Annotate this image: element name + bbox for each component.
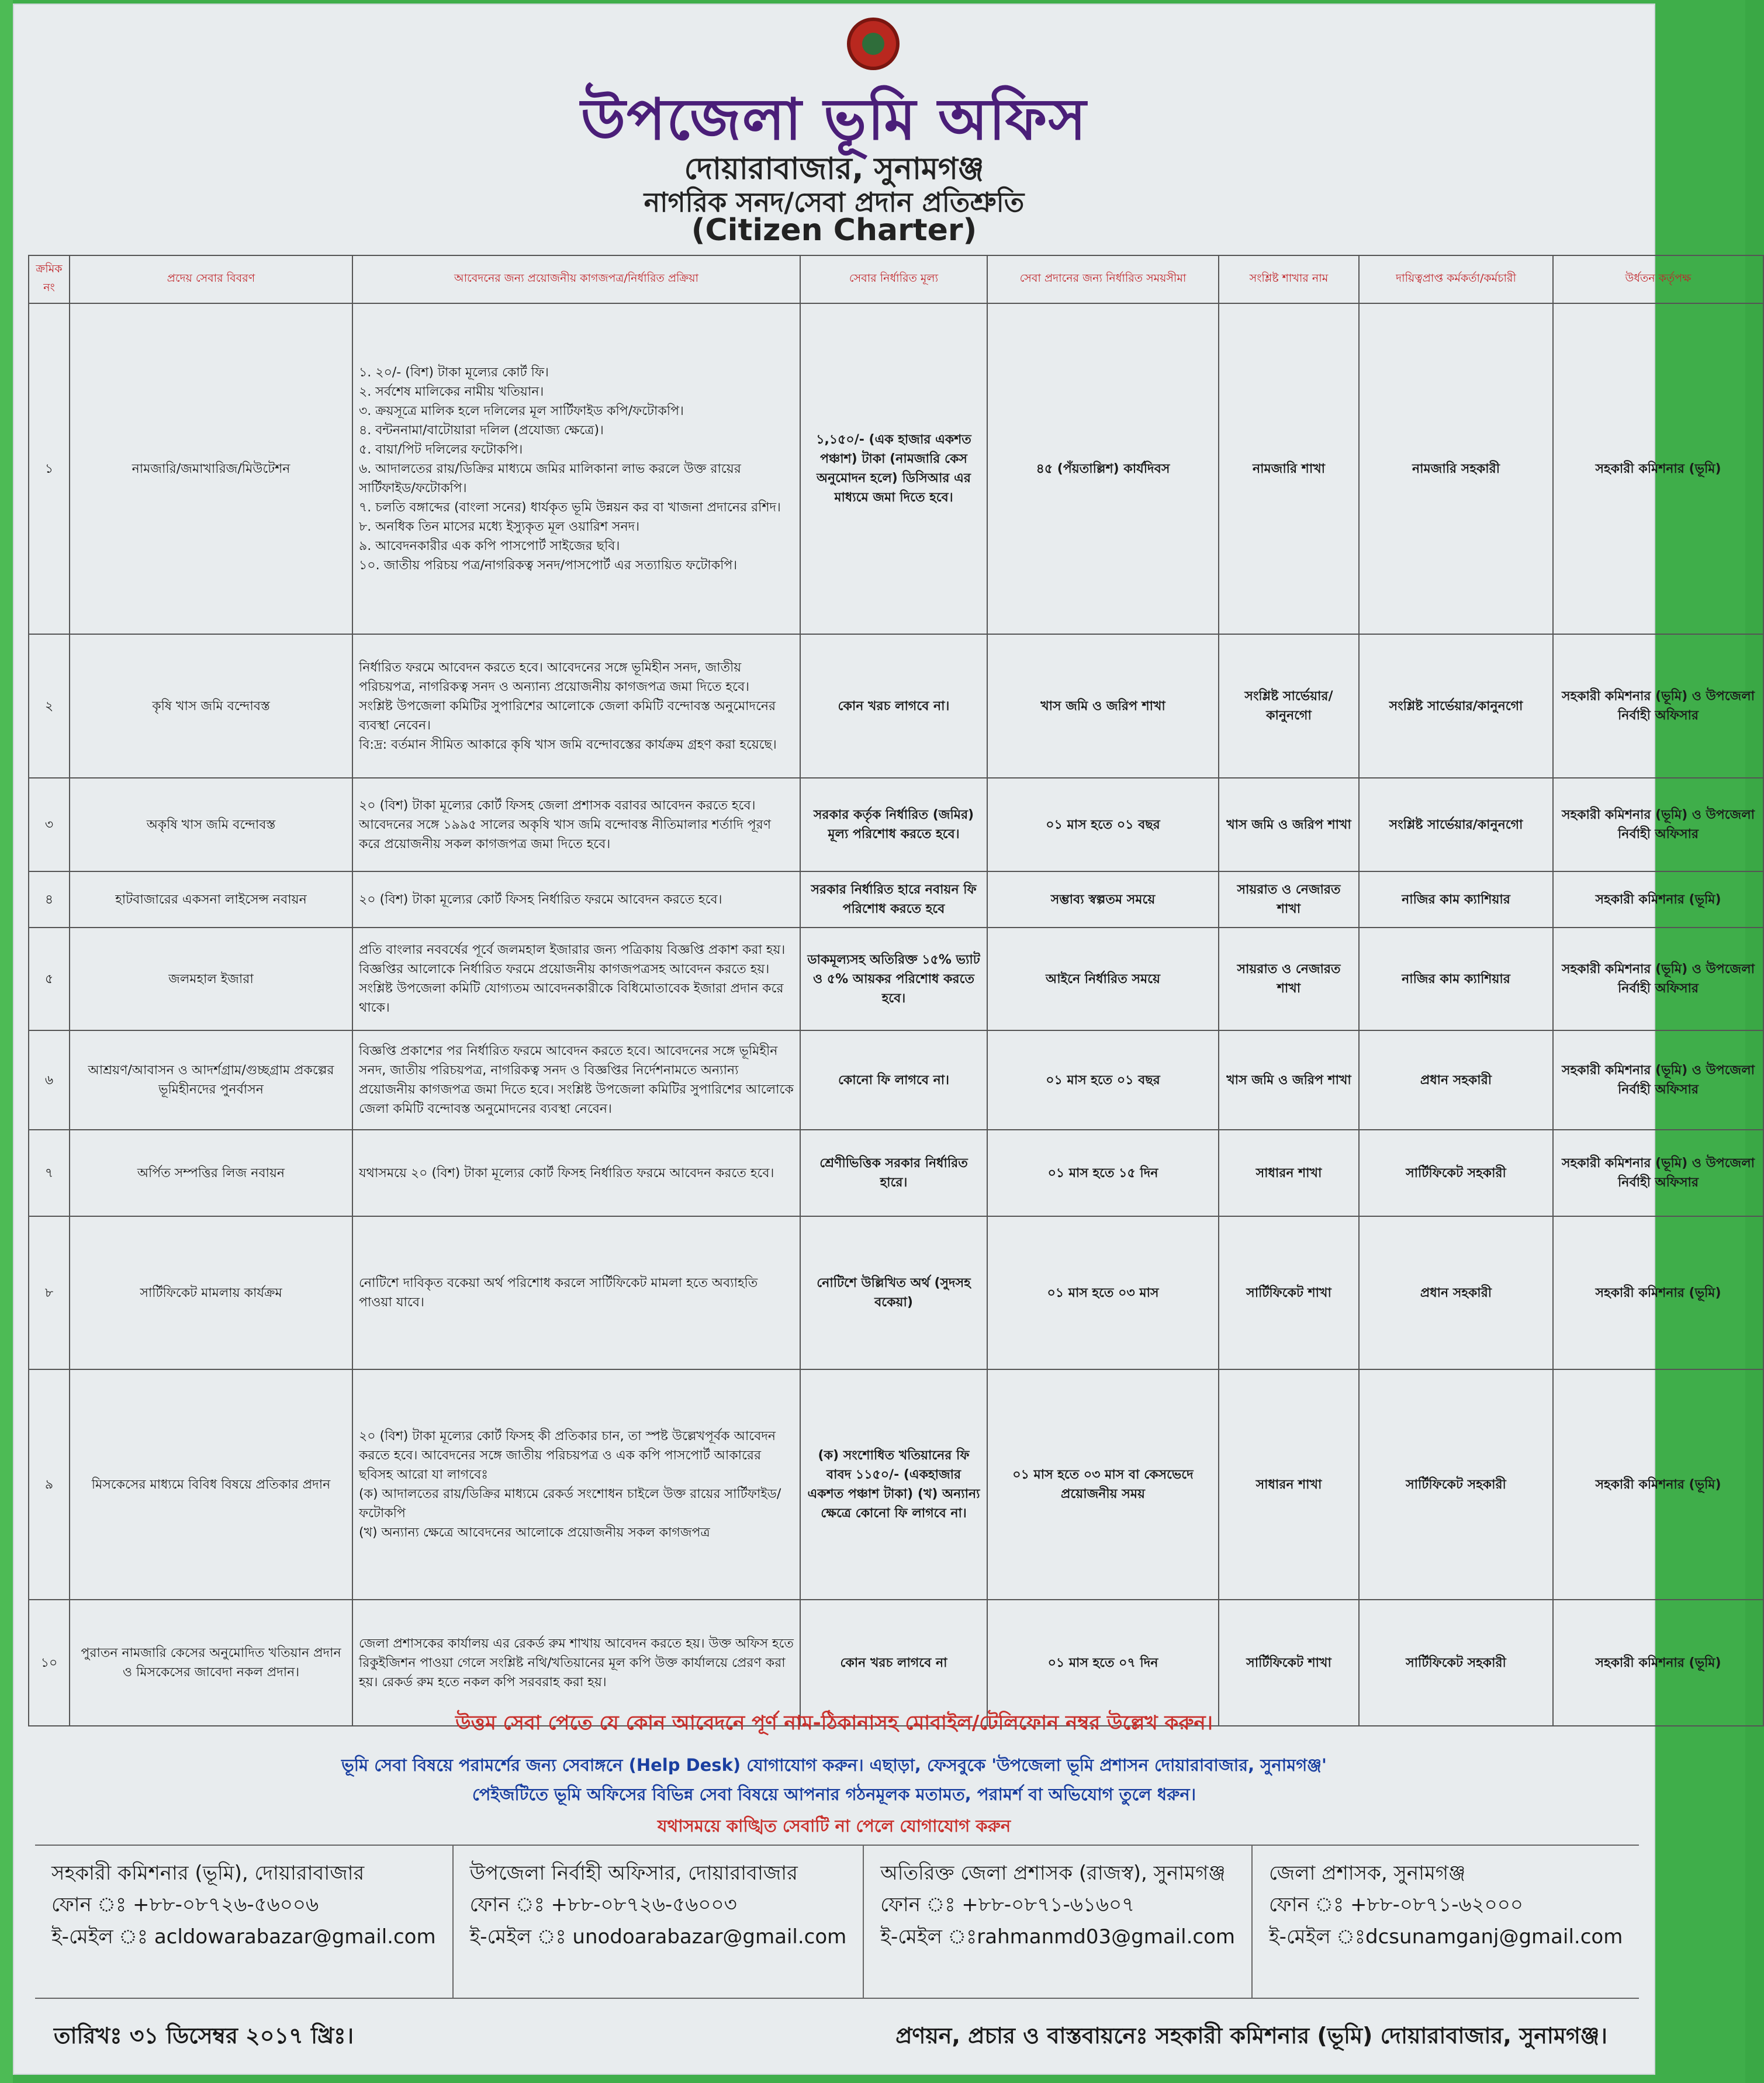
branch-name: সাধারন শাখা xyxy=(1219,1369,1359,1600)
service-fee: ডাকমূল্যসহ অতিরিক্ত ১৫% ভ্যাট ও ৫% আয়কর পরিশোধ করতে হবে। xyxy=(800,928,987,1030)
column-header: সেবার নির্ধারিত মূল্য xyxy=(800,255,987,303)
service-time: আইনে নির্ধারিত সময়ে xyxy=(987,928,1219,1030)
service-time: খাস জমি ও জরিপ শাখা xyxy=(987,634,1219,778)
column-header: উর্ধতন কর্তৃপক্ষ xyxy=(1553,255,1763,303)
serial-number: ১ xyxy=(29,303,70,634)
responsible-officer: সার্টিফিকেট সহকারী xyxy=(1359,1369,1553,1600)
service-name: জলমহাল ইজারা xyxy=(70,928,352,1030)
procedure-line: ৬. আদালতের রায়/ডিক্রির মাধ্যমে জমির মালিকানা লাভ করলে উক্ত রায়ের সার্টিফাইড/ফটোকপি। xyxy=(359,461,741,496)
superior-authority: সহকারী কমিশনার (ভূমি) ও উপজেলা নির্বাহী অফিসার xyxy=(1553,1130,1763,1216)
procedure-line: সংশ্লিষ্ট উপজেলা কমিটি যোগ্যতম আবেদনকারীকে বিধিমোতাবেক ইজারা প্রদান করে থাকে। xyxy=(359,981,784,1015)
column-header: প্রদেয় সেবার বিবরণ xyxy=(70,255,352,303)
procedure-line: ৭. চলতি বঙ্গাব্দের (বাংলা সনের) ধার্যকৃত ভূমি উন্নয়ন কর বা খাজনা প্রদানের রশিদ। xyxy=(359,500,781,515)
contact-name: উপজেলা নির্বাহী অফিসার, দোয়ারাবাজার xyxy=(469,1861,798,1885)
service-name: মিসকেসের মাধ্যমে বিবিধ বিষয়ে প্রতিকার প্রদান xyxy=(70,1369,352,1600)
column-header: সেবা প্রদানের জন্য নির্ধারিত সময়সীমা xyxy=(987,255,1219,303)
procedure-line: সংশ্লিষ্ট উপজেলা কমিটির সুপারিশের আলোকে জেলা কমিটি বন্দোবস্ত অনুমোদনের ব্যবস্থা নেবেন। xyxy=(359,698,776,733)
contact-phone: ফোন ঃ +৮৮-০৮৭১-৬২০০০ xyxy=(1269,1893,1524,1917)
contact-email: ই-মেইল ঃ acldowarabazar@gmail.com xyxy=(51,1925,436,1949)
service-name: কৃষি খাস জমি বন্দোবস্ত xyxy=(70,634,352,778)
service-time: ০১ মাস হতে ০৩ মাস বা কেসভেদে প্রয়োজনীয় সময় xyxy=(987,1369,1219,1600)
procedure-cell xyxy=(352,871,800,928)
responsible-officer: প্রধান সহকারী xyxy=(1359,1030,1553,1130)
service-fee: সরকার কর্তৃক নির্ধারিত (জমির) মূল্য পরিশোধ করতে হবে। xyxy=(800,778,987,871)
responsible-officer: সার্টিফিকেট সহকারী xyxy=(1359,1600,1553,1726)
service-fee: (ক) সংশোধিত খতিয়ানের ফি বাবদ ১১৫০/- (একহাজার একশত পঞ্চাশ টাকা) (খ) অন্যান্য ক্ষেত্রে কোনো ফি লাগবে না। xyxy=(800,1369,987,1600)
responsible-officer: সংশ্লিষ্ট সার্ভেয়ার/কানুনগো xyxy=(1359,778,1553,871)
branch-name: সংশ্লিষ্ট সার্ভেয়ার/ কানুনগো xyxy=(1219,634,1359,778)
procedure-cell xyxy=(352,1030,800,1130)
table-row xyxy=(29,928,1763,1030)
procedure-cell xyxy=(352,303,800,634)
superior-authority: সহকারী কমিশনার (ভূমি) xyxy=(1553,1369,1763,1600)
serial-number: ৫ xyxy=(29,928,70,1030)
notice-line-1: উত্তম সেবা পেতে যে কোন আবেদনে পূর্ণ নাম-ঠিকানাসহ মোবাইল/টেলিফোন নম্বর উল্লেখ করুন। xyxy=(455,1711,1213,1735)
responsible-officer: নাজির কাম ক্যাশিয়ার xyxy=(1359,871,1553,928)
notice-line-3: পেইজটিতে ভূমি অফিসের বিভিন্ন সেবা বিষয়ে আপনার গঠনমূলক মতামত, পরামর্শ বা অভিযোগ তুলে ধরুন। xyxy=(472,1784,1196,1804)
table-row xyxy=(29,303,1763,634)
branch-name: খাস জমি ও জরিপ শাখা xyxy=(1219,778,1359,871)
service-time: ০১ মাস হতে ০৭ দিন xyxy=(987,1600,1219,1726)
contact-card xyxy=(454,1846,864,1998)
procedure-line: (খ) অন্যান্য ক্ষেত্রে আবেদনের আলোকে প্রয়োজনীয় সকল কাগজপত্র xyxy=(359,1525,710,1540)
service-time: ০১ মাস হতে ০১ বছর xyxy=(987,1030,1219,1130)
service-fee: ১,১৫০/- (এক হাজার একশত পঞ্চাশ) টাকা (নামজারি কেস অনুমোদন হলে) ডিসিআর এর মাধ্যমে জমা দিতে হবে। xyxy=(800,303,987,634)
service-name: অকৃষি খাস জমি বন্দোবস্ত xyxy=(70,778,352,871)
contact-name: জেলা প্রশাসক, সুনামগঞ্জ xyxy=(1269,1861,1466,1885)
serial-number: ৯ xyxy=(29,1369,70,1600)
procedure-cell xyxy=(352,778,800,871)
column-header: দায়িত্বপ্রাপ্ত কর্মকর্তা/কর্মচারী xyxy=(1359,255,1553,303)
citizen-charter-board xyxy=(13,4,1755,2075)
serial-number: ৬ xyxy=(29,1030,70,1130)
contact-name: অতিরিক্ত জেলা প্রশাসক (রাজস্ব), সুনামগঞ্জ xyxy=(880,1861,1226,1885)
contact-card xyxy=(1253,1846,1639,1998)
procedure-line: ৫. বায়া/পিট দলিলের ফটোকপি। xyxy=(359,442,523,457)
branch-name: সায়রাত ও নেজারত শাখা xyxy=(1219,928,1359,1030)
charter-subtitle: নাগরিক সনদ/সেবা প্রদান প্রতিশ্রুতি xyxy=(644,186,1025,218)
issue-date: তারিখঃ ৩১ ডিসেম্বর ২০১৭ খ্রিঃ। xyxy=(54,2023,354,2049)
contact-card xyxy=(35,1846,454,1998)
table-row xyxy=(29,1600,1763,1726)
contact-email: ই-মেইল ঃrahmanmd03@gmail.com xyxy=(880,1925,1235,1949)
superior-authority: সহকারী কমিশনার (ভূমি) ও উপজেলা নির্বাহী অফিসার xyxy=(1553,634,1763,778)
branch-name: নামজারি শাখা xyxy=(1219,303,1359,634)
procedure-cell xyxy=(352,634,800,778)
table-row xyxy=(29,778,1763,871)
superior-authority: সহকারী কমিশনার (ভূমি) xyxy=(1553,303,1763,634)
service-name: আশ্রয়ণ/আবাসন ও আদর্শগ্রাম/গুচ্ছগ্রাম প্রকল্পের ভূমিহীনদের পুনর্বাসন xyxy=(70,1030,352,1130)
procedure-line: ২. সর্বশেষ মালিকের নামীয় খতিয়ান। xyxy=(359,384,544,399)
service-time: ০১ মাস হতে ১৫ দিন xyxy=(987,1130,1219,1216)
procedure-cell xyxy=(352,1130,800,1216)
branch-name: খাস জমি ও জরিপ শাখা xyxy=(1219,1030,1359,1130)
superior-authority: সহকারী কমিশনার (ভূমি) xyxy=(1553,1600,1763,1726)
serial-number: ৭ xyxy=(29,1130,70,1216)
procedure-line: প্রতি বাংলার নববর্ষের পূর্বে জলমহাল ইজারার জন্য পত্রিকায় বিজ্ঞপ্তি প্রকাশ করা হয়। xyxy=(359,943,786,957)
contact-section xyxy=(35,1845,1639,1999)
service-fee: নোটিশে উল্লিখিত অর্থ (সুদসহ বকেয়া) xyxy=(800,1216,987,1369)
responsible-officer: প্রধান সহকারী xyxy=(1359,1216,1553,1369)
table-body xyxy=(29,303,1763,1726)
contact-phone: ফোন ঃ +৮৮-০৮৭১-৬১৬০৭ xyxy=(880,1893,1135,1917)
office-location: দোয়ারাবাজার, সুনামগঞ্জ xyxy=(684,151,984,186)
notice-line-2: ভূমি সেবা বিষয়ে পরামর্শের জন্য সেবাঙ্গনে (Help Desk) যোগাযোগ করুন। এছাড়া, ফেসবুকে 'উপজেলা ভূমি প্রশাসন দোয়ারাবাজার, সুনামগঞ্জ' xyxy=(341,1755,1327,1775)
page-title: উপজেলা ভূমি অফিস xyxy=(580,86,1088,153)
procedure-line: ৪. বন্টননামা/বাটোয়ারা দলিল (প্রযোজ্য ক্ষেত্রে)। xyxy=(359,423,604,438)
service-name: অর্পিত সম্পত্তির লিজ নবায়ন xyxy=(70,1130,352,1216)
contact-name: সহকারী কমিশনার (ভূমি), দোয়ারাবাজার xyxy=(51,1861,365,1885)
service-name: হাটবাজারের একসনা লাইসেন্স নবায়ন xyxy=(70,871,352,928)
serial-number: ৪ xyxy=(29,871,70,928)
superior-authority: সহকারী কমিশনার (ভূমি) xyxy=(1553,1216,1763,1369)
column-header: ক্রমিক নং xyxy=(29,255,70,303)
service-time: সম্ভাব্য স্বল্পতম সময়ে xyxy=(987,871,1219,928)
notice-line-4: যথাসময়ে কাঙ্খিত সেবাটি না পেলে যোগাযোগ করুন xyxy=(657,1816,1011,1836)
responsible-officer: নাজির কাম ক্যাশিয়ার xyxy=(1359,928,1553,1030)
service-name: নামজারি/জমাখারিজ/মিউটেশন xyxy=(70,303,352,634)
serial-number: ২ xyxy=(29,634,70,778)
procedure-line: বিজ্ঞপ্তি প্রকাশের পর নির্ধারিত ফরমে আবেদন করতে হবে। আবেদনের সঙ্গে ভূমিহীন সনদ, জাতীয় পরিচয়পত্র, নাগরিকত্ব সনদ ও বিজ্ঞপ্তির নির্দেশনামতে অন্যান্য প্রয়োজনীয় কাগজপত্র জমা দিতে হবে। সংশ্লিষ্ট উপজেলা কমিটির সুপারিশের আলোকে জেলা কমিটি বন্দোবস্ত অনুমোদনের ব্যবস্থা নেবেন। xyxy=(359,1044,794,1116)
contact-card xyxy=(864,1846,1253,1998)
responsible-officer: নামজারি সহকারী xyxy=(1359,303,1553,634)
procedure-line: ৯. আবেদনকারীর এক কপি পাসপোর্ট সাইজের ছবি। xyxy=(359,538,620,553)
branch-name: সায়রাত ও নেজারত শাখা xyxy=(1219,871,1359,928)
table-row xyxy=(29,634,1763,778)
branch-name: সার্টিফিকেট শাখা xyxy=(1219,1600,1359,1726)
service-table xyxy=(28,255,1764,1726)
superior-authority: সহকারী কমিশনার (ভূমি) ও উপজেলা নির্বাহী অফিসার xyxy=(1553,1030,1763,1130)
table-row xyxy=(29,1216,1763,1369)
serial-number: ৩ xyxy=(29,778,70,871)
procedure-line: ২০ (বিশ) টাকা মূল্যের কোর্ট ফিসহ কী প্রতিকার চান, তা স্পষ্ট উল্লেখপূর্বক আবেদন করতে হবে। আবেদনের সঙ্গে জাতীয় পরিচয়পত্র ও এক কপি পাসপোর্ট আকারের ছবিসহ আরো যা লাগবেঃ xyxy=(359,1429,776,1482)
procedure-line: ১. ২০/- (বিশ) টাকা মূল্যের কোর্ট ফি। xyxy=(359,365,549,380)
procedure-line: নির্ধারিত ফরমে আবেদন করতে হবে। আবেদনের সঙ্গে ভূমিহীন সনদ, জাতীয় পরিচয়পত্র, নাগরিকত্ব সনদ ও অন্যান্য প্রয়োজনীয় কাগজপত্র জমা দিতে হবে। xyxy=(359,660,750,694)
procedure-line: ২০ (বিশ) টাকা মূল্যের কোর্ট ফিসহ নির্ধারিত ফরমে আবেদন করতে হবে। xyxy=(359,892,722,907)
column-header: সংশ্লিষ্ট শাখার নাম xyxy=(1219,255,1359,303)
procedure-line: বি:দ্র: বর্তমান সীমিত আকারে কৃষি খাস জমি বন্দোবস্তের কার্যক্রম গ্রহণ করা হয়েছে। xyxy=(359,737,777,752)
serial-number: ৮ xyxy=(29,1216,70,1369)
table-header-row xyxy=(29,255,1763,303)
serial-number: ১০ xyxy=(29,1600,70,1726)
procedure-cell xyxy=(352,928,800,1030)
procedure-line: ৮. অনধিক তিন মাসের মধ্যে ইস্যুকৃত মূল ওয়ারিশ সনদ। xyxy=(359,519,640,534)
service-fee: কোনো ফি লাগবে না। xyxy=(800,1030,987,1130)
service-fee: শ্রেণীভিত্তিক সরকার নির্ধারিত হারে। xyxy=(800,1130,987,1216)
responsible-officer: সংশ্লিষ্ট সার্ভেয়ার/কানুনগো xyxy=(1359,634,1553,778)
procedure-cell xyxy=(352,1600,800,1726)
service-name: সার্টিফিকেট মামলায় কার্যক্রম xyxy=(70,1216,352,1369)
service-fee: সরকার নির্ধারিত হারে নবায়ন ফি পরিশোধ করতে হবে xyxy=(800,871,987,928)
contact-phone: ফোন ঃ +৮৮-০৮৭২৬-৫৬০০৩ xyxy=(469,1893,737,1917)
column-header: আবেদনের জন্য প্রয়োজনীয় কাগজপত্র/নির্ধারিত প্রক্রিয়া xyxy=(352,255,800,303)
procedure-line: নোটিশে দাবিকৃত বকেয়া অর্থ পরিশোধ করলে সার্টিফিকেট মামলা হতে অব্যাহতি পাওয়া যাবে। xyxy=(359,1276,758,1310)
green-frame-left xyxy=(0,0,13,2083)
procedure-line: যথাসময়ে ২০ (বিশ) টাকা মূল্যের কোর্ট ফিসহ নির্ধারিত ফরমে আবেদন করতে হবে। xyxy=(359,1165,774,1181)
service-fee: কোন খরচ লাগবে না xyxy=(800,1600,987,1726)
procedure-line: বিজ্ঞপ্তির আলোকে নির্ধারিত ফরমে প্রয়োজনীয় কাগজপত্রসহ আবেদন করতে হয়। xyxy=(359,962,770,977)
charter-subtitle-english: (Citizen Charter) xyxy=(691,213,977,248)
superior-authority: সহকারী কমিশনার (ভূমি) ও উপজেলা নির্বাহী অফিসার xyxy=(1553,778,1763,871)
service-time: ০১ মাস হতে ০৩ মাস xyxy=(987,1216,1219,1369)
service-fee: কোন খরচ লাগবে না। xyxy=(800,634,987,778)
table-row xyxy=(29,1130,1763,1216)
service-time: ৪৫ (পঁয়তাল্লিশ) কার্যদিবস xyxy=(987,303,1219,634)
credit-line: প্রণয়ন, প্রচার ও বাস্তবায়নেঃ সহকারী কমিশনার (ভূমি) দোয়ারাবাজার, সুনামগঞ্জ। xyxy=(895,2023,1607,2049)
contact-email: ই-মেইল ঃdcsunamganj@gmail.com xyxy=(1269,1925,1623,1949)
procedure-line: জেলা প্রশাসকের কার্যালয় এর রেকর্ড রুম শাখায় আবেদন করতে হয়। উক্ত অফিস হতে রিকুইজিশন পাওয়া গেলে সংশ্লিষ্ট নথি/খতিয়ানের মূল কপি উক্ত কার্যালয়ে প্রেরণ করা হয়। রেকর্ড রুম হতে নকল কপি সরবরাহ করা হয়। xyxy=(359,1636,794,1690)
superior-authority: সহকারী কমিশনার (ভূমি) ও উপজেলা নির্বাহী অফিসার xyxy=(1553,928,1763,1030)
superior-authority: সহকারী কমিশনার (ভূমি) xyxy=(1553,871,1763,928)
table-row xyxy=(29,1030,1763,1130)
branch-name: সার্টিফিকেট শাখা xyxy=(1219,1216,1359,1369)
service-time: ০১ মাস হতে ০১ বছর xyxy=(987,778,1219,871)
table-row xyxy=(29,871,1763,928)
procedure-cell xyxy=(352,1369,800,1600)
procedure-line: ২০ (বিশ) টাকা মূল্যের কোর্ট ফিসহ জেলা প্রশাসক বরাবর আবেদন করতে হবে। আবেদনের সঙ্গে ১৯৯৫ সালের অকৃষি খাস জমি বন্দোবস্ত নীতিমালার শর্তাদি পূরণ করে প্রয়োজনীয় সকল কাগজপত্র জমা দিতে হবে। xyxy=(359,798,772,852)
procedure-line: ৩. ক্রয়সূত্রে মালিক হলে দলিলের মূল সার্টিফাইড কপি/ফটোকপি। xyxy=(359,403,684,418)
branch-name: সাধারন শাখা xyxy=(1219,1130,1359,1216)
procedure-cell xyxy=(352,1216,800,1369)
service-name: পুরাতন নামজারি কেসের অনুমোদিত খতিয়ান প্রদান ও মিসকেসের জাবেদা নকল প্রদান। xyxy=(70,1600,352,1726)
government-emblem-icon xyxy=(847,18,900,70)
table-row xyxy=(29,1369,1763,1600)
procedure-line: ১০. জাতীয় পরিচয় পত্র/নাগরিকত্ব সনদ/পাসপোর্ট এর সত্যায়িত ফটোকপি। xyxy=(359,558,738,573)
contact-phone: ফোন ঃ +৮৮-০৮৭২৬-৫৬০০৬ xyxy=(51,1893,319,1917)
procedure-line: (ক) আদালতের রায়/ডিক্রির মাধ্যমে রেকর্ড সংশোধন চাইলে উক্ত রায়ের সার্টিফাইড/ফটোকপি xyxy=(359,1487,781,1521)
responsible-officer: সার্টিফিকেট সহকারী xyxy=(1359,1130,1553,1216)
contact-email: ই-মেইল ঃ unodoarabazar@gmail.com xyxy=(469,1925,847,1949)
